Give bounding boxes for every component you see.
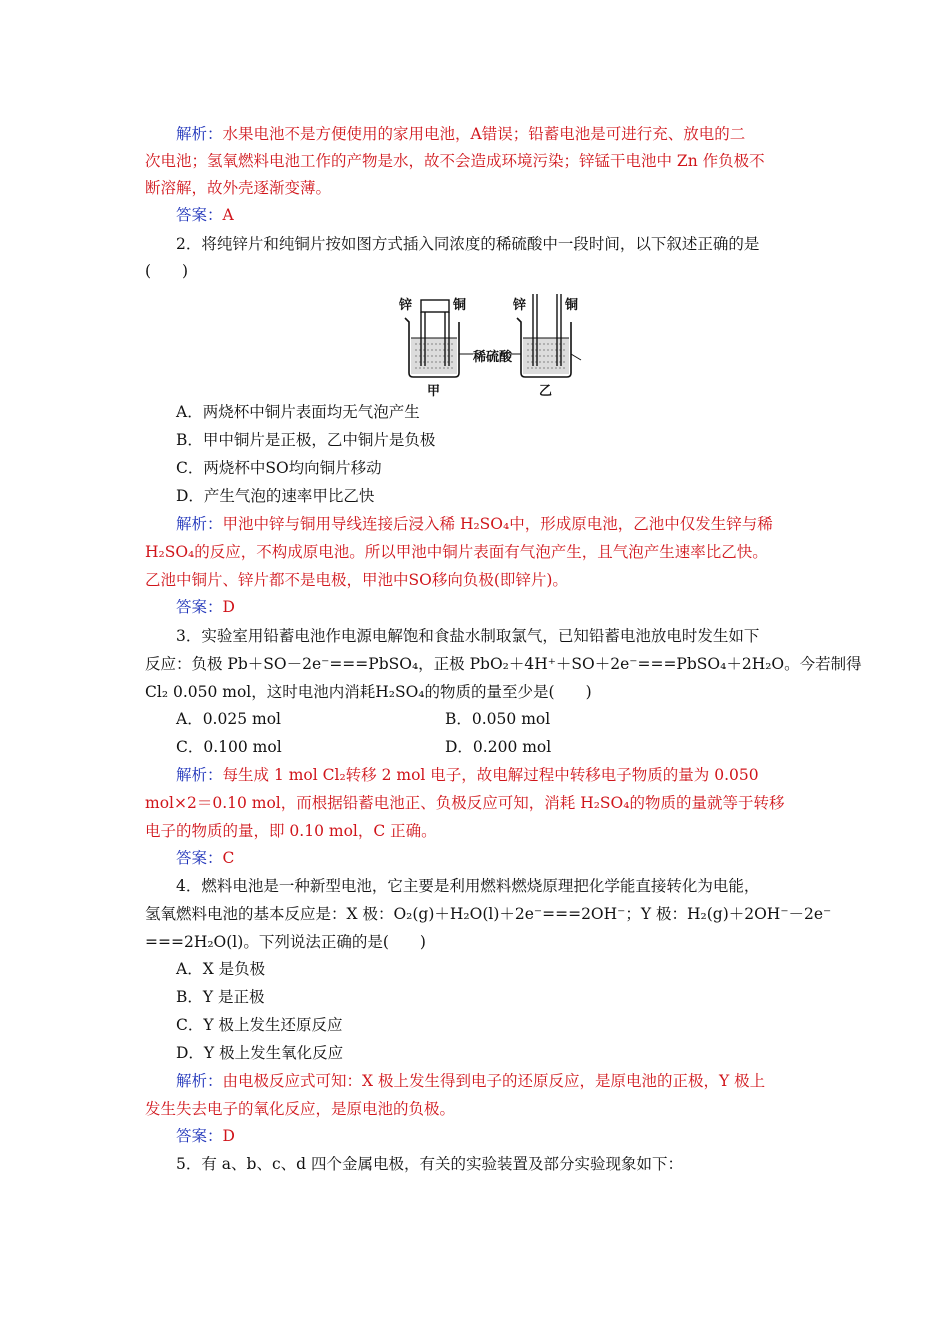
q3-analysis-line-3: 电子的物质的量，即 0.10 mol，C 正确。 bbox=[145, 822, 437, 840]
q1-analysis-line-1 bbox=[176, 124, 745, 144]
acid-label: 稀硫酸 bbox=[473, 350, 513, 365]
q2-analysis-line-3: 乙池中铜片、锌片都不是电极，甲池中SO移向负极(即锌片)。 bbox=[145, 571, 568, 589]
q3-answer-label: 答案： bbox=[176, 849, 223, 867]
q4-option-a: A．X 是负极 bbox=[176, 960, 266, 978]
q3-option-a: A．0.025 mol bbox=[176, 710, 281, 728]
q2-analysis-text: 甲池中锌与铜用导线连接后浸入稀 H₂SO₄中，形成原电池，乙池中仅发生锌与稀 bbox=[222, 515, 773, 533]
q5-stem-line-1: 5．有 a、b、c、d 四个金属电极，有关的实验装置及部分实验现象如下： bbox=[176, 1155, 683, 1173]
yi-label: 乙 bbox=[539, 384, 553, 399]
q2-answer-value: D bbox=[222, 598, 235, 616]
q3-analysis-label: 解析： bbox=[176, 766, 223, 784]
q3-answer bbox=[176, 848, 234, 868]
jia-zinc-label: 锌 bbox=[399, 298, 413, 313]
q3-option-c: C．0.100 mol bbox=[176, 738, 282, 756]
yi-copper-label: 铜 bbox=[565, 298, 579, 313]
q1-answer-label: 答案： bbox=[176, 206, 223, 224]
q4-analysis-text: 由电极反应式可知：X 极上发生得到电子的还原反应，是原电池的正极，Y 极上 bbox=[222, 1072, 766, 1090]
q4-option-d: D．Y 极上发生氧化反应 bbox=[176, 1044, 344, 1062]
jia-label: 甲 bbox=[427, 384, 441, 399]
q2-answer bbox=[176, 597, 235, 617]
q1-answer-value: A bbox=[222, 206, 234, 224]
q4-analysis-line-2: 发生失去电子的氧化反应，是原电池的负极。 bbox=[145, 1100, 456, 1118]
q4-stem-line-2: 氢氧燃料电池的基本反应是：X 极：O₂(g)＋H₂O(l)＋2e⁻===2OH⁻；Y 极：H₂(g)＋2OH⁻－2e⁻ bbox=[145, 905, 832, 923]
q2-option-a: A．两烧杯中铜片表面均无气泡产生 bbox=[176, 403, 420, 421]
q2-stem-line-1: 2．将纯锌片和纯铜片按如图方式插入同浓度的稀硫酸中一段时间，以下叙述正确的是 bbox=[176, 235, 760, 253]
q4-option-b: B．Y 是正极 bbox=[176, 988, 265, 1006]
q4-analysis-label: 解析： bbox=[176, 1072, 223, 1090]
q2-answer-label: 答案： bbox=[176, 598, 223, 616]
q3-analysis-line-2: mol×2＝0.10 mol，而根据铅蓄电池正、负极反应可知，消耗 H₂SO₄的物质的量就等于转移 bbox=[145, 794, 785, 812]
q2-analysis-line-1 bbox=[176, 514, 773, 534]
q1-analysis-line-3: 断溶解，故外壳逐渐变薄。 bbox=[145, 179, 332, 197]
q4-stem-line-3: ===2H₂O(l)。下列说法正确的是( ) bbox=[145, 933, 426, 951]
q4-stem-line-1: 4．燃料电池是一种新型电池，它主要是利用燃料燃烧原理把化学能直接转化为电能， bbox=[176, 877, 760, 895]
q4-answer-label: 答案： bbox=[176, 1127, 223, 1145]
q4-answer-value: D bbox=[222, 1127, 235, 1145]
q1-analysis-text: 水果电池不是方便使用的家用电池，A错误；铅蓄电池是可进行充、放电的二 bbox=[222, 125, 746, 143]
q4-option-c: C．Y 极上发生还原反应 bbox=[176, 1016, 343, 1034]
q3-analysis-line-1 bbox=[176, 765, 759, 785]
q1-analysis-line-2: 次电池；氢氧燃料电池工作的产物是水，故不会造成环境污染；锌锰干电池中 Zn 作负极不 bbox=[145, 152, 765, 170]
q2-option-d: D．产生气泡的速率甲比乙快 bbox=[176, 487, 375, 505]
q2-stem-line-2: ( ) bbox=[145, 262, 189, 280]
q3-option-d: D．0.200 mol bbox=[445, 738, 552, 756]
q4-analysis-line-1 bbox=[176, 1071, 765, 1091]
q1-answer bbox=[176, 205, 234, 225]
yi-zinc-label: 锌 bbox=[513, 298, 527, 313]
q2-option-b: B．甲中铜片是正极，乙中铜片是负极 bbox=[176, 431, 436, 449]
jia-copper-label: 铜 bbox=[453, 298, 467, 313]
q3-answer-value: C bbox=[222, 849, 235, 867]
q3-analysis-text: 每生成 1 mol Cl₂转移 2 mol 电子，故电解过程中转移电子物质的量为 0.050 bbox=[222, 766, 759, 784]
q2-beaker-figure bbox=[395, 288, 595, 399]
q2-analysis-label: 解析： bbox=[176, 515, 223, 533]
q3-stem-line-2: 反应：负极 Pb＋SO－2e⁻===PbSO₄，正极 PbO₂＋4H⁺＋SO＋2e⁻===PbSO₄＋2H₂O。今若制得 bbox=[145, 655, 862, 673]
q2-option-c: C．两烧杯中SO均向铜片移动 bbox=[176, 459, 382, 477]
q3-stem-line-1: 3．实验室用铅蓄电池作电源电解饱和食盐水制取氯气，已知铅蓄电池放电时发生如下 bbox=[176, 627, 760, 645]
q2-analysis-line-2: H₂SO₄的反应，不构成原电池。所以甲池中铜片表面有气泡产生，且气泡产生速率比乙快。 bbox=[145, 543, 768, 561]
q3-option-b: B．0.050 mol bbox=[445, 710, 551, 728]
q4-answer bbox=[176, 1126, 235, 1146]
q1-analysis-label: 解析： bbox=[176, 125, 223, 143]
q3-stem-line-3: Cl₂ 0.050 mol，这时电池内消耗H₂SO₄的物质的量至少是( ) bbox=[145, 683, 592, 701]
